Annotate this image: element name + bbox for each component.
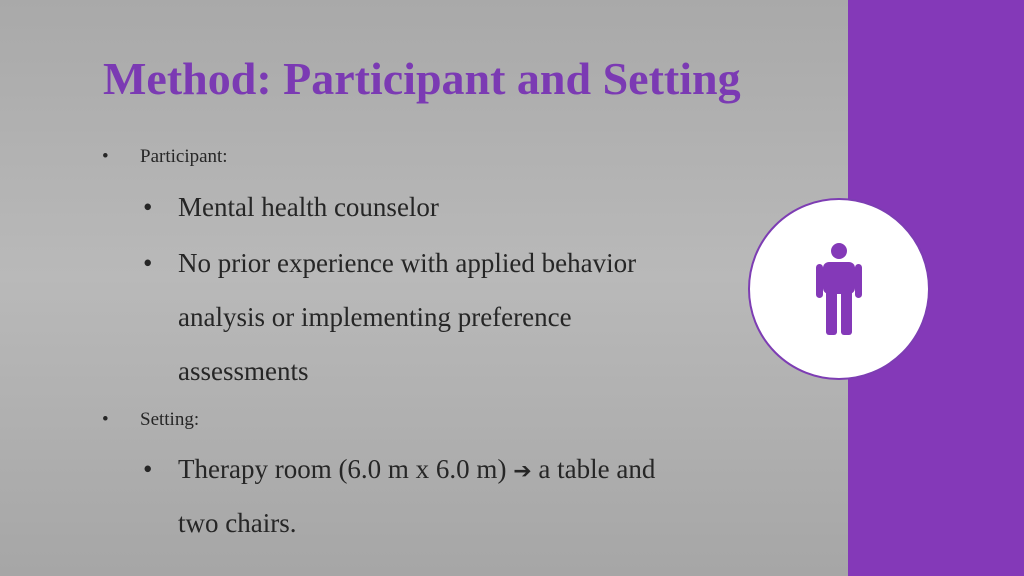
setting-furniture-text: a table and (538, 454, 656, 484)
setting-item-text: two chairs. (178, 508, 297, 538)
participant-label: Participant: (140, 146, 228, 167)
participant-item-text: Mental health counselor (178, 192, 439, 222)
participant-item-text: assessments (178, 356, 309, 386)
participant-item-text: No prior experience with applied behavior (178, 248, 637, 278)
arrow-right-icon: ➔ (513, 459, 532, 484)
bullet-marker: • (143, 454, 153, 484)
setting-room-text: Therapy room (6.0 m x 6.0 m) (178, 454, 507, 484)
bullet-marker: • (143, 248, 153, 278)
bullet-marker: • (102, 146, 109, 167)
person-icon (814, 243, 864, 335)
participant-item-text: analysis or implementing preference (178, 302, 572, 332)
bullet-marker: • (143, 192, 153, 222)
setting-item-text (178, 442, 655, 499)
slide-title: Method: Participant and Setting (103, 53, 741, 104)
icon-circle (748, 198, 930, 380)
bullet-marker: • (102, 409, 109, 430)
setting-label: Setting: (140, 409, 200, 430)
